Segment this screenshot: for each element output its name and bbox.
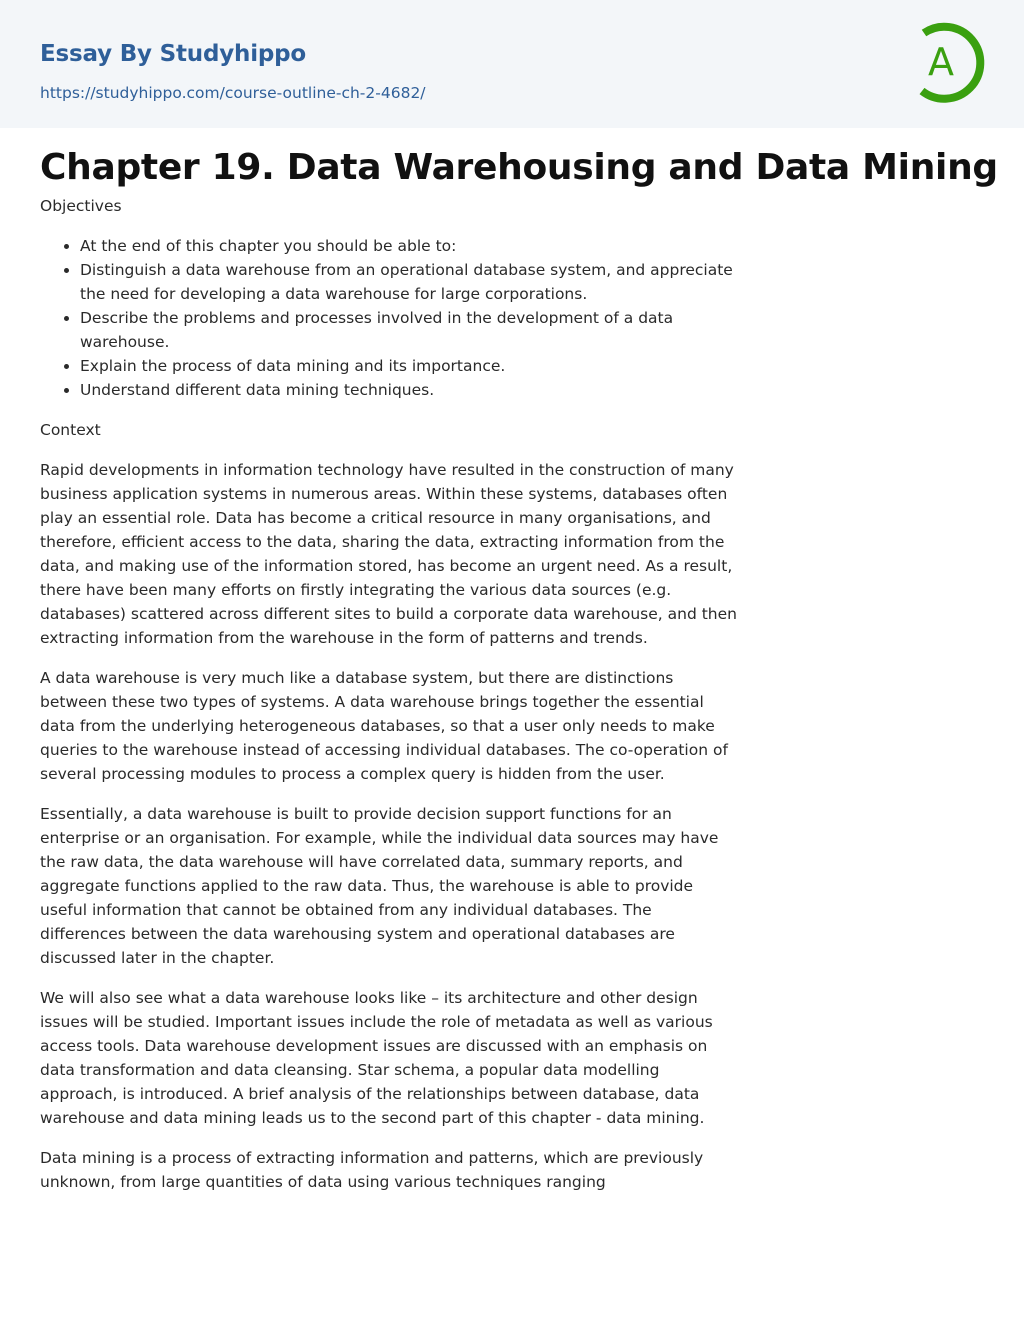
paragraph: Rapid developments in information technology have resulted in the construction of many business application systems in numerous areas. Within these systems, databases often play an essential role. Data has become a critical resource in many organisations, and therefore, efficient access to the data, sharing the data, extracting information from the data, and making use of the information stored, has become an urgent need. As a result, there have been many efforts on firstly integrating the various data sources (e.g. databases) scattered across different sites to build a corporate data warehouse, and then extracting information from the warehouse in the form of patterns and trends. — [40, 461, 737, 647]
paragraph: Essentially, a data warehouse is built to provide decision support functions for an enterprise or an organisation. For example, while the individual data sources may have the raw data, the data warehouse will have correlated data, summary reports, and aggregate functions applied to the raw data. Thus, the warehouse is able to provide useful information that cannot be obtained from any individual databases. The differences between the data warehousing system and operational databases are discussed later in the chapter. — [40, 805, 719, 967]
paragraph: We will also see what a data warehouse looks like – its architecture and other design issues will be studied. Important issues include the role of metadata as well as various access tools. Data warehouse development issues are discussed with an emphasis on data transformation and data cleansing. Star schema, a popular data modelling approach, is introduced. A brief analysis of the relationships between database, data warehouse and data mining leads us to the second part of this chapter - data mining. — [40, 989, 713, 1127]
list-item: • At the end of this chapter you should be able to: — [80, 234, 740, 258]
source-url-link[interactable]: https://studyhippo.com/course-outline-ch-2-4682/ — [40, 84, 426, 102]
paragraph: A data warehouse is very much like a database system, but there are distinctions between these two types of systems. A data warehouse brings together the essential data from the underlying heterogeneous databases, so that a user only needs to make queries to the warehouse instead of accessing individual databases. The co-operation of several processing modules to process a complex query is hidden from the user. — [40, 669, 728, 783]
list-item: • Understand different data mining techniques. — [80, 378, 740, 402]
context-heading: Context — [40, 421, 101, 439]
list-item: • Distinguish a data warehouse from an operational database system, and appreciate the need for developing a data warehouse for large corporations. — [80, 258, 740, 306]
logo-letter: A — [928, 40, 954, 84]
essay-body — [40, 194, 740, 1210]
objectives-list — [40, 234, 740, 402]
list-item: • Describe the problems and processes involved in the development of a data warehouse. — [80, 306, 740, 354]
objectives-heading: Objectives — [40, 197, 122, 215]
page-title: Chapter 19. Data Warehousing and Data Mining — [40, 147, 998, 188]
brand-title[interactable]: Essay By Studyhippo — [40, 41, 307, 67]
list-item: • Explain the process of data mining and its importance. — [80, 354, 740, 378]
paragraph: Data mining is a process of extracting information and patterns, which are previously unknown, from large quantities of data using various techniques ranging — [40, 1149, 704, 1191]
